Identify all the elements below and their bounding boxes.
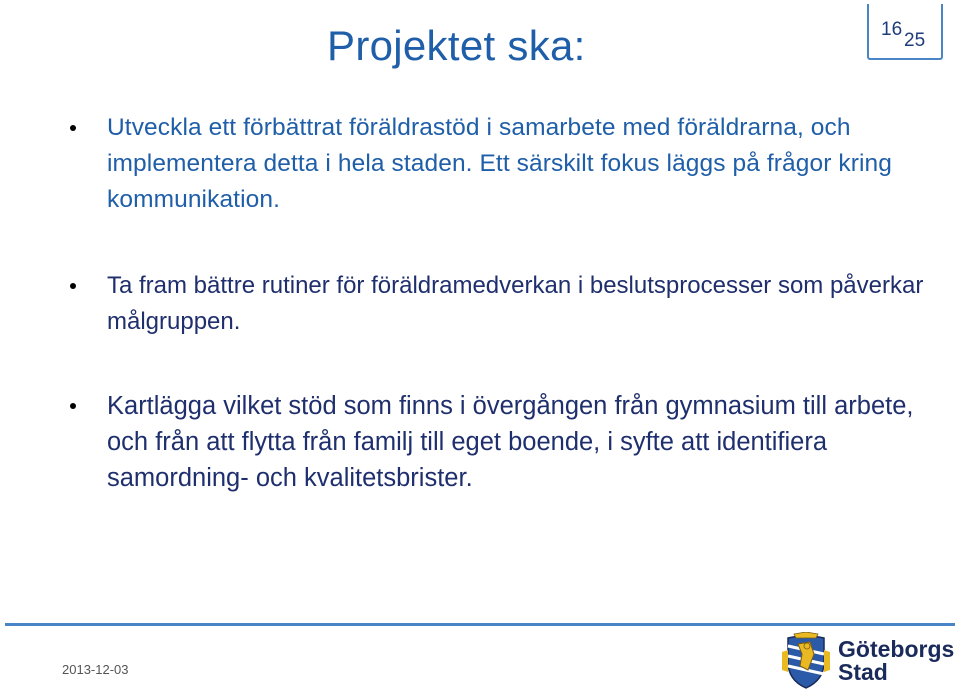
bullet-item (70, 388, 940, 496)
bullet-item (70, 110, 940, 218)
goteborg-crest-icon (780, 632, 832, 690)
goteborgs-stad-logo (780, 632, 956, 690)
logo-text (838, 638, 954, 684)
page-number-bottom: 25 (904, 30, 926, 51)
bullet-item (70, 268, 940, 340)
page-number-badge (867, 4, 943, 60)
bullet-text: Ta fram bättre rutiner för föräldramedverkan i beslutsprocesser som påverkar målgruppen. (107, 272, 924, 335)
bullet-text: Kartlägga vilket stöd som finns i övergången från gymnasium till arbete, och från att flytta från familj till eget boende, i syfte att identifiera samordning- och kvalitetsbrister. (107, 392, 914, 492)
bullet-dot (70, 283, 76, 289)
bullet-dot (70, 403, 76, 409)
slide-title: Projektet ska: (327, 22, 586, 69)
footer-date: 2013-12-03 (62, 662, 129, 677)
logo-line1: Göteborgs (838, 636, 955, 662)
bullet-list (70, 110, 940, 496)
logo-line2: Stad (838, 659, 888, 685)
footer-rule (5, 623, 955, 626)
page-number-top: 16 (881, 19, 903, 40)
bullet-text: Utveckla ett förbättrat föräldrastöd i samarbete med föräldrarna, och implementera detta i hela staden. Ett särskilt fokus läggs på frågor kring kommunikation. (107, 114, 892, 213)
bullet-dot (70, 125, 76, 131)
